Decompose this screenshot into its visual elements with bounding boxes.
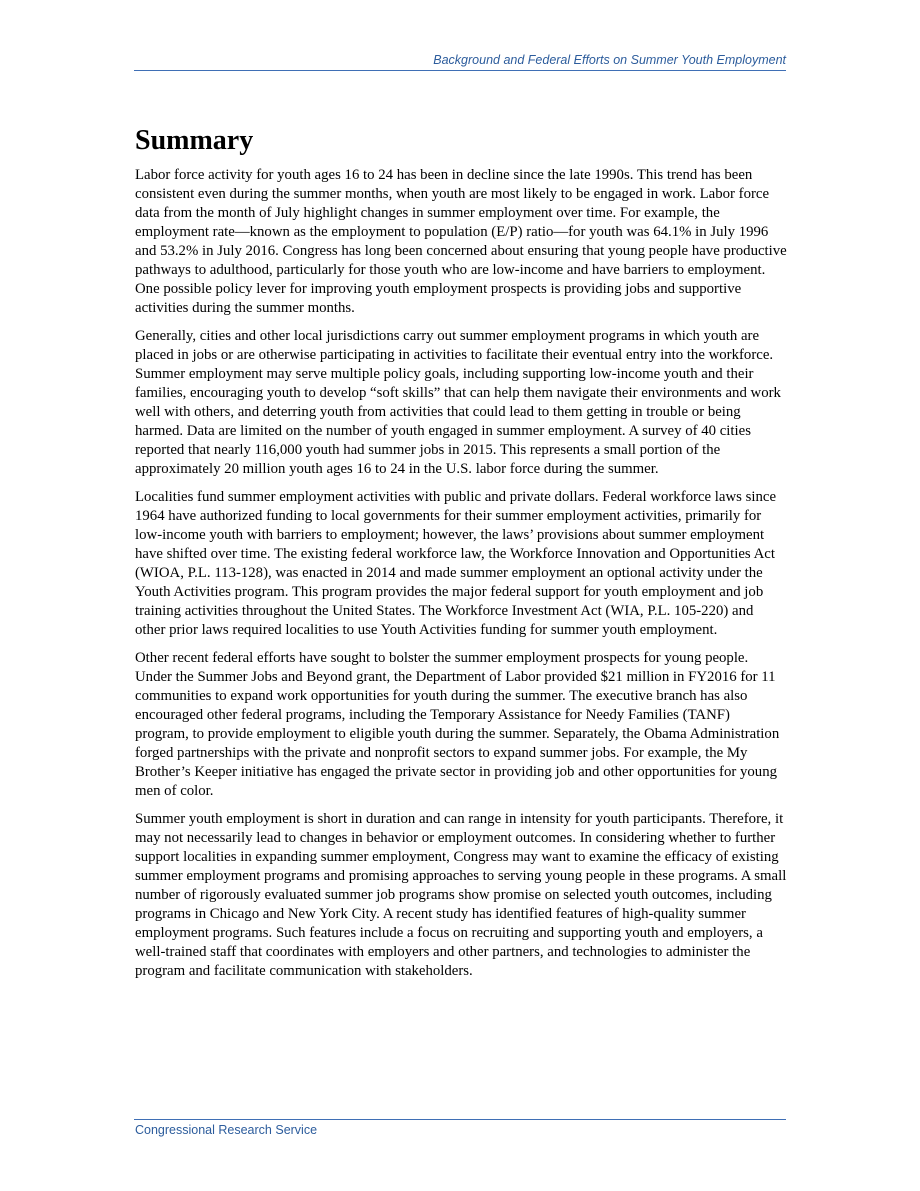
running-header [134, 52, 786, 71]
summary-paragraph-2: Generally, cities and other local jurisdictions carry out summer employment programs in which youth are placed in jobs or are otherwise participating in activities to facilitate their eventual entry into the workforce. Summer employment may serve multiple policy goals, including supporting low-income youth and their families, encouraging youth to develop “soft skills” that can help them navigate their environments and work well with others, and deterring youth from activities that could lead to them getting in trouble or being harmed. Data are limited on the number of youth engaged in summer employment. A survey of 40 cities reported that nearly 116,000 youth had summer jobs in 2015. This represents a small portion of the approximately 20 million youth ages 16 to 24 in the U.S. labor force during the summer. [135, 328, 781, 477]
section-title: Summary [135, 125, 254, 156]
summary-paragraph-1: Labor force activity for youth ages 16 to 24 has been in decline since the late 1990s. This trend has been consistent even during the summer months, when youth are most likely to be engaged in work. Labor force data from the month of July highlight changes in summer employment over time. For example, the employment rate—known as the employment to population (E/P) ratio—for youth was 64.1% in July 1996 and 53.2% in July 2016. Congress has long been concerned about ensuring that young people have productive pathways to adulthood, particularly for those youth who are low-income and have barriers to employment. One possible policy lever for improving youth employment prospects is providing jobs and supportive activities during the summer months. [135, 167, 787, 316]
summary-paragraph-4: Other recent federal efforts have sought to bolster the summer employment prospects for young people. Under the Summer Jobs and Beyond grant, the Department of Labor provided $21 million in FY2016 for 11 communities to expand work opportunities for youth during the summer. The executive branch has also encouraged other federal programs, including the Temporary Assistance for Needy Families (TANF) program, to provide employment to eligible youth during the summer. Separately, the Obama Administration forged partnerships with the private and nonprofit sectors to expand summer jobs. For example, the My Brother’s Keeper initiative has engaged the private sector in providing job and other opportunities for young men of color. [135, 650, 780, 799]
page-content [135, 124, 787, 990]
report-title: Background and Federal Efforts on Summer Youth Employment [433, 53, 786, 67]
organization-name: Congressional Research Service [135, 1123, 318, 1137]
running-footer [134, 1119, 786, 1137]
summary-paragraph-5: Summer youth employment is short in duration and can range in intensity for youth participants. Therefore, it may not necessarily lead to changes in behavior or employment outcomes. In considering whether to further support localities in expanding summer employment, Congress may want to examine the efficacy of existing summer employment programs and promising approaches to serving young people in these programs. A small number of rigorously evaluated summer job programs show promise on selected youth outcomes, including programs in Chicago and New York City. A recent study has identified features of high-quality summer employment programs. Such features include a focus on recruiting and supporting youth and employers, a well-trained staff that coordinates with employers and other partners, and technologies to administer the program and facilitate communication with stakeholders. [135, 811, 787, 979]
summary-paragraph-3: Localities fund summer employment activities with public and private dollars. Federal workforce laws since 1964 have authorized funding to local governments for their summer employment activities, primarily for low-income youth with barriers to employment; however, the laws’ provisions about summer employment have shifted over time. The existing federal workforce law, the Workforce Innovation and Opportunities Act (WIOA, P.L. 113-128), was enacted in 2014 and made summer employment an optional activity under the Youth Activities program. This program provides the major federal support for youth employment and job training activities throughout the United States. The Workforce Investment Act (WIA, P.L. 105-220) and other prior laws required localities to use Youth Activities funding for summer youth employment. [135, 489, 777, 638]
